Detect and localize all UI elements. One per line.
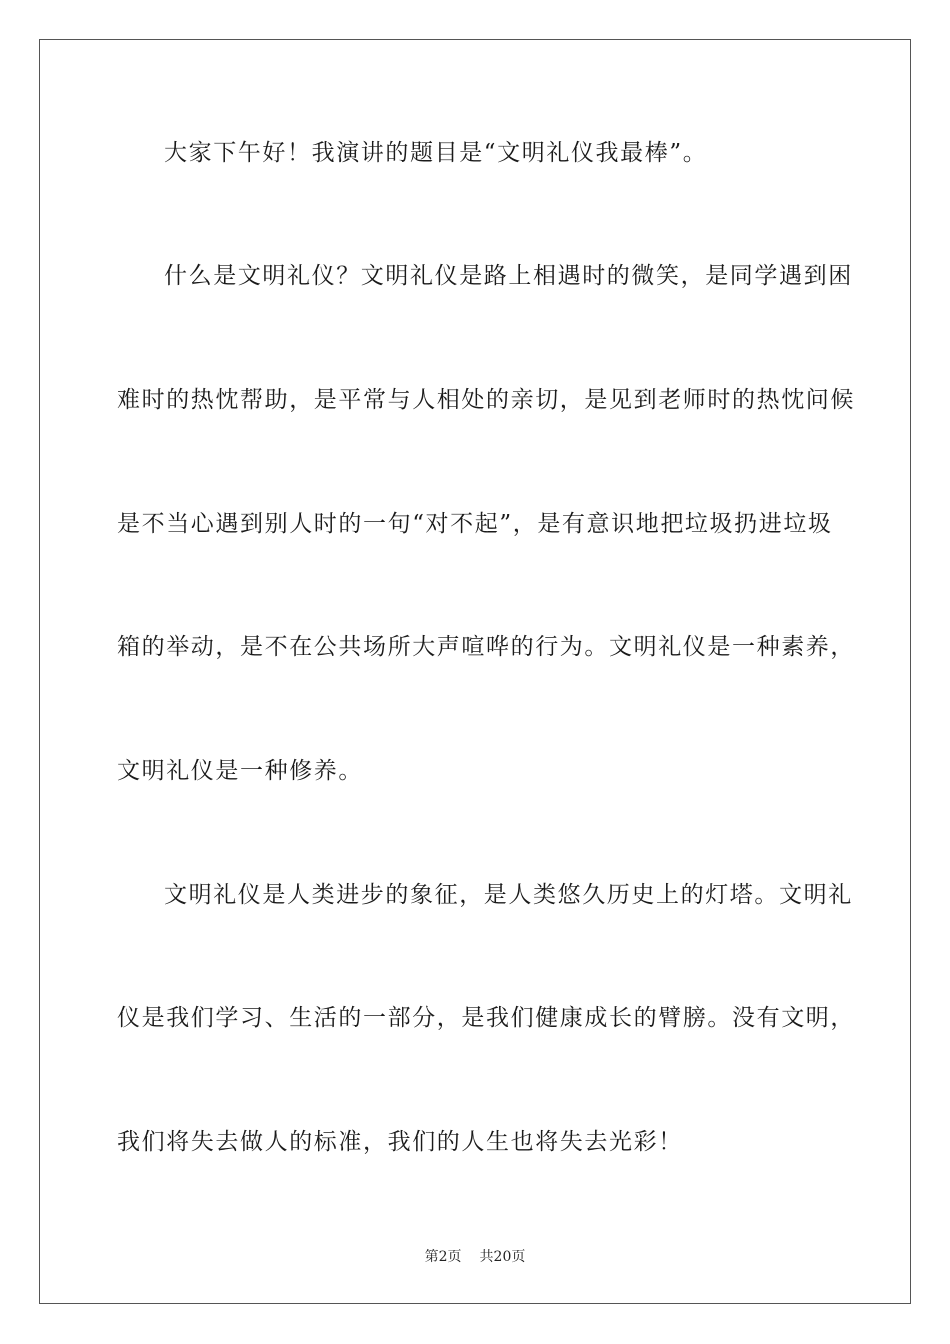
- paragraph-line: 箱的举动，是不在公共场所大声喧哗的行为。文明礼仪是一种素养，: [117, 634, 855, 660]
- paragraph-line: 文明礼仪是一种修养。: [117, 758, 363, 784]
- paragraph-line: 大家下午好！我演讲的题目是“文明礼仪我最棒”。: [164, 140, 708, 166]
- paragraph-line: 仪是我们学习、生活的一部分，是我们健康成长的臂膀。没有文明，: [117, 1005, 855, 1031]
- paragraph-line: 我们将失去做人的标准，我们的人生也将失去光彩！: [117, 1129, 683, 1155]
- page-total: 共20页: [479, 1249, 526, 1265]
- page-number: 第2页: [424, 1249, 462, 1265]
- paragraph-line: 难时的热忱帮助，是平常与人相处的亲切，是见到老师时的热忱问候: [117, 387, 855, 413]
- page-footer: [0, 1248, 950, 1266]
- paragraph-line: 文明礼仪是人类进步的象征，是人类悠久历史上的灯塔。文明礼: [164, 882, 853, 908]
- paragraph-line: 什么是文明礼仪？文明礼仪是路上相遇时的微笑，是同学遇到困: [164, 263, 853, 289]
- paragraph-line: 是不当心遇到别人时的一句“对不起”，是有意识地把垃圾扔进垃圾: [117, 511, 833, 537]
- page-border: [39, 39, 911, 1304]
